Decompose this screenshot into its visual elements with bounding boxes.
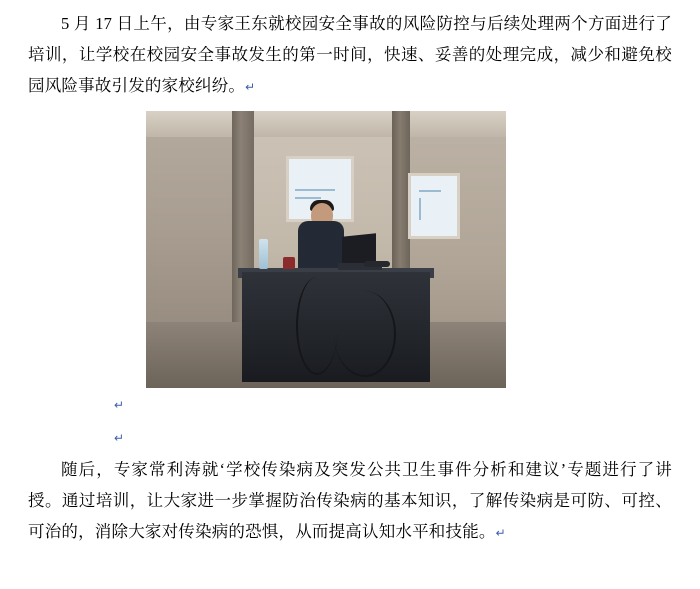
- figure-block: [28, 111, 672, 388]
- training-photo: [146, 111, 506, 388]
- photo-screen-line: [295, 197, 321, 199]
- photo-ceiling: [146, 111, 506, 137]
- paragraph-mark-empty-1: ↵: [114, 398, 125, 412]
- paragraph-mark-empty-2: ↵: [114, 431, 125, 445]
- photo-cup: [283, 257, 295, 269]
- paragraph-1: [28, 8, 672, 103]
- photo-cable: [296, 277, 338, 375]
- photo-screen-line: [419, 198, 421, 220]
- paragraph-mark-1: ↵: [245, 80, 256, 94]
- photo-screen-line: [419, 190, 441, 192]
- paragraph-2: [28, 454, 672, 549]
- photo-microphone: [364, 261, 390, 267]
- empty-line-2: [28, 421, 672, 454]
- paragraph-mark-2: ↵: [495, 526, 506, 540]
- photo-screen-line: [295, 189, 335, 191]
- paragraph-2-text: 随后，专家常利涛就‘学校传染病及突发公共卫生事件分析和建议’专题进行了讲授。通过培训，让大家进一步掌握防治传染病的基本知识，了解传染病是可防、可控、可治的，消除大家对传染病的恐惧，从而提高认知水平和技能。: [28, 460, 672, 541]
- paragraph-1-text: 5 月 17 日上午，由专家王东就校园安全事故的风险防控与后续处理两个方面进行了培训，让学校在校园安全事故发生的第一时间，快速、妥善的处理完成，减少和避免校园风险事故引发的家校纠纷。: [28, 14, 672, 95]
- empty-line-1: [28, 388, 672, 421]
- photo-cable: [334, 291, 396, 377]
- photo-water-bottle: [259, 239, 268, 269]
- photo-projection-screen-right: [408, 173, 460, 239]
